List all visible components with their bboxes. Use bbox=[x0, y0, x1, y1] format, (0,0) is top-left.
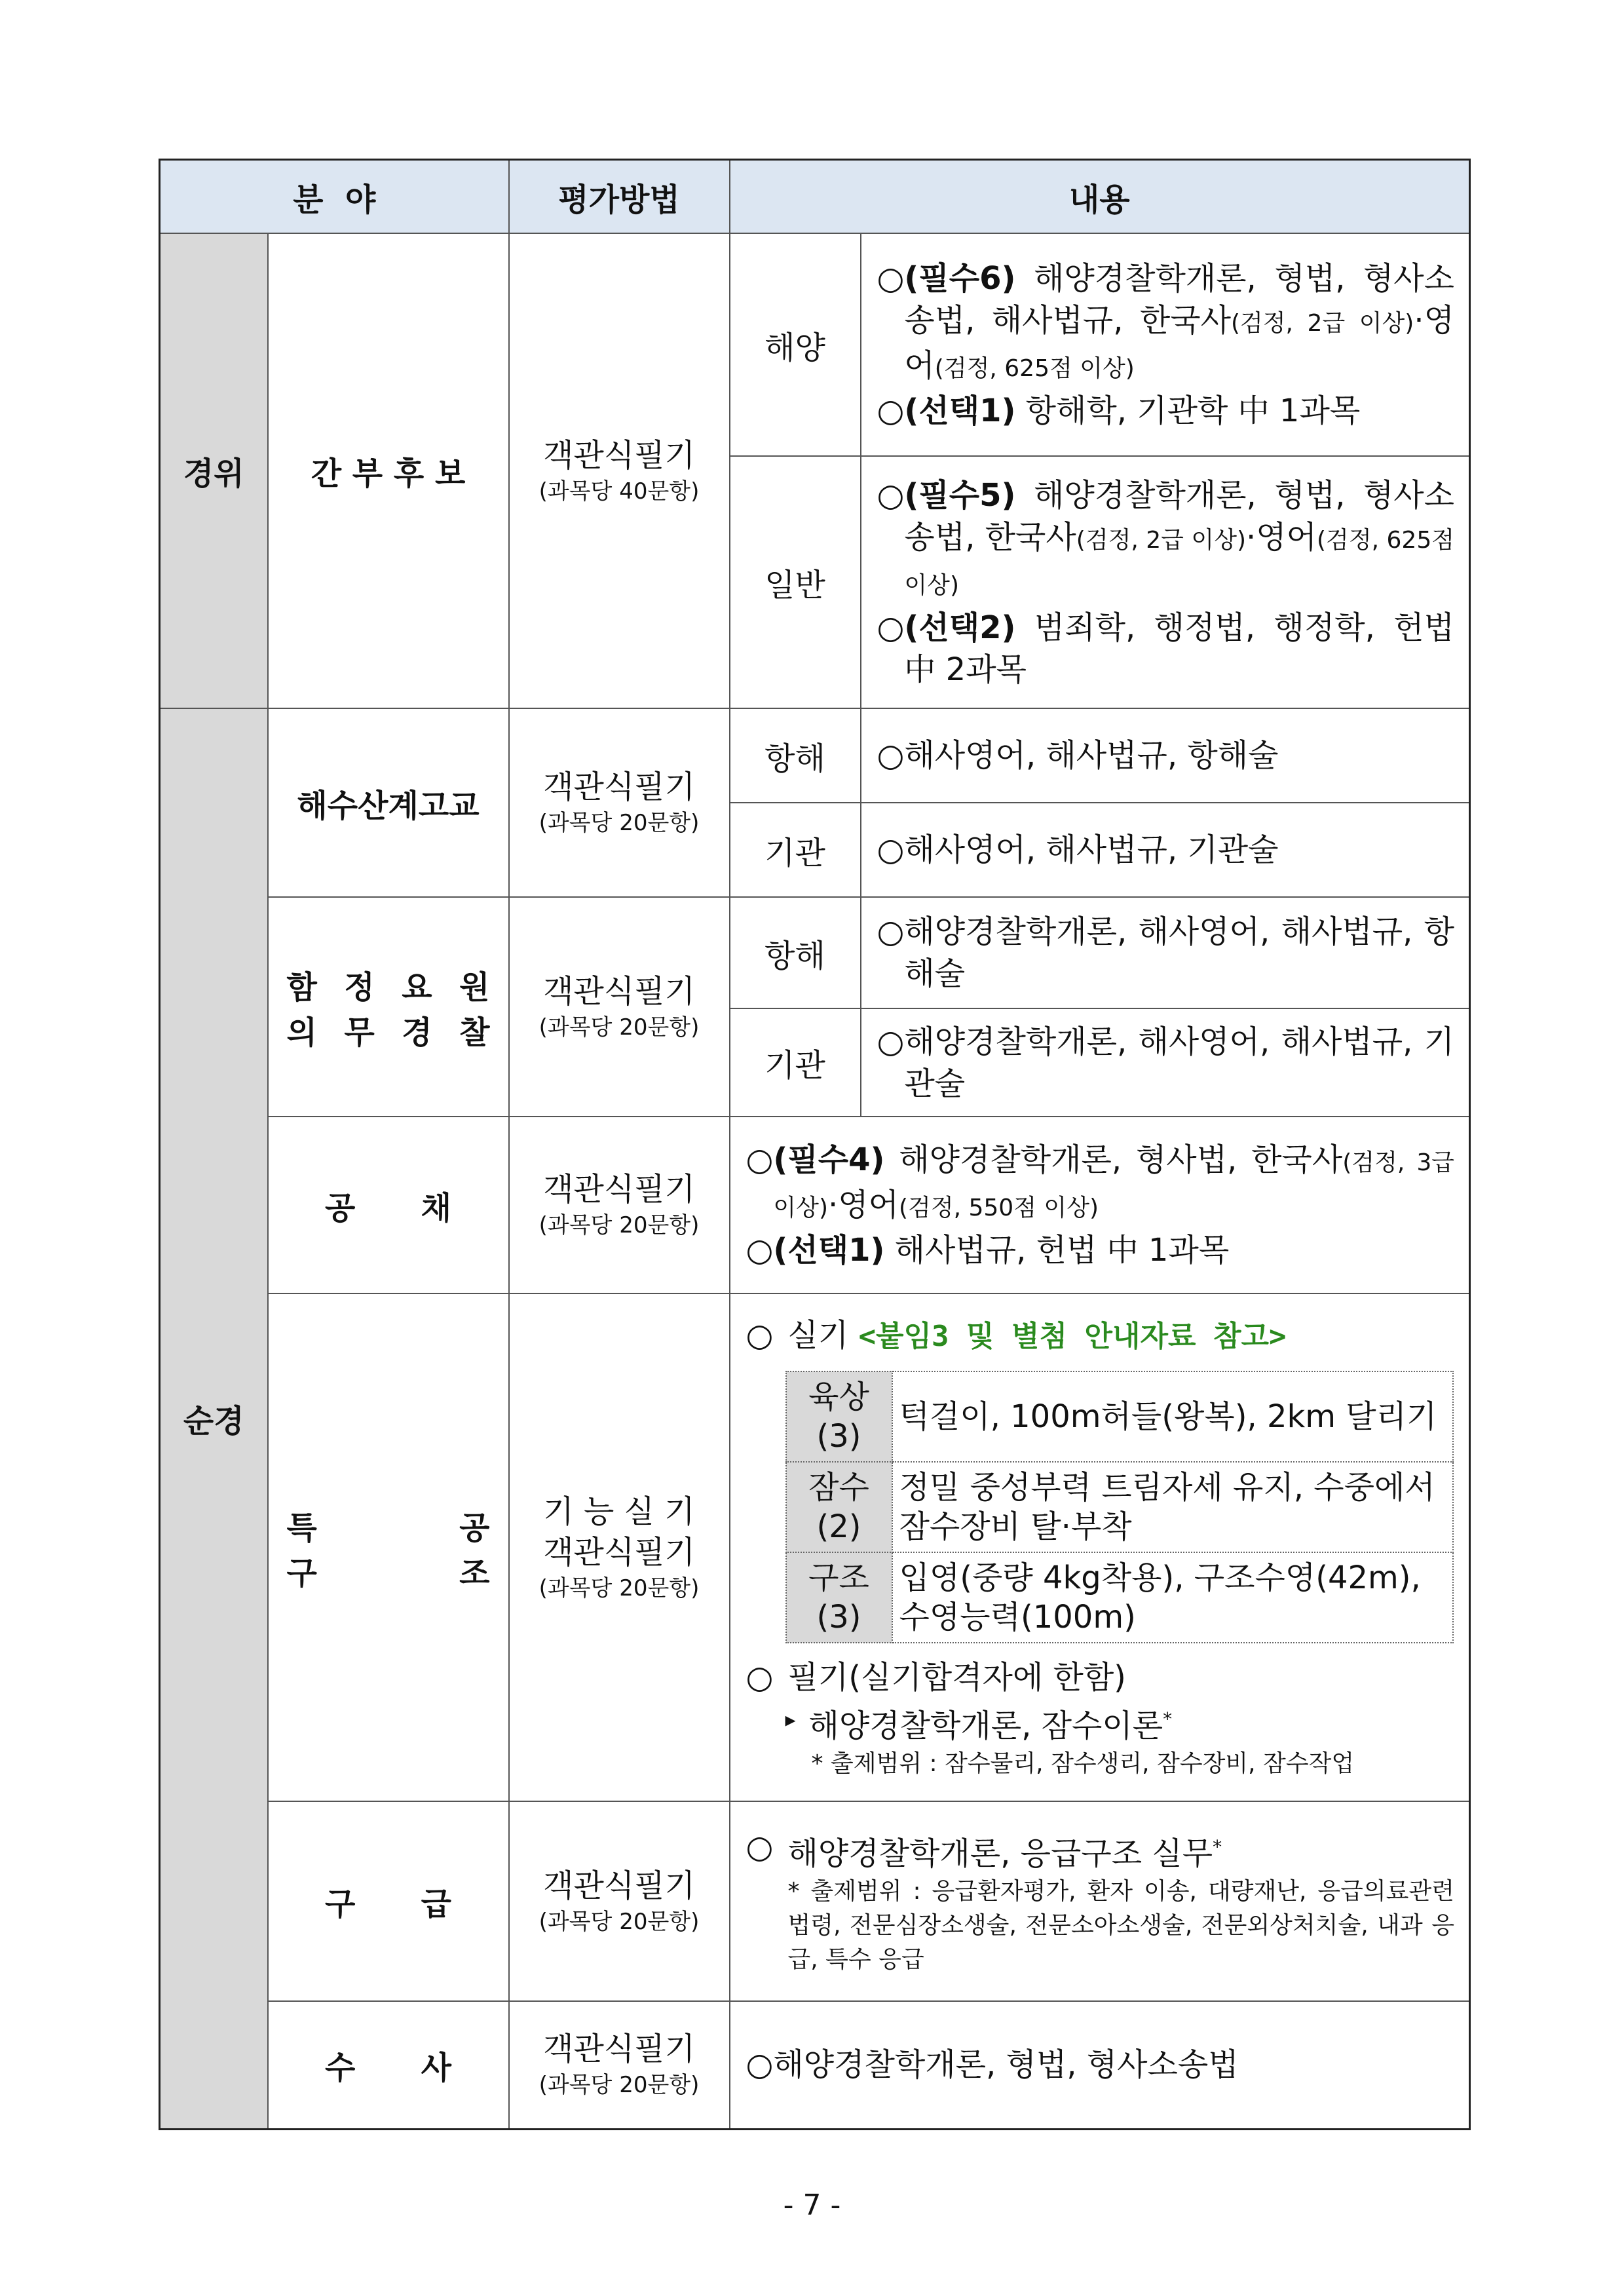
circle-bullet-icon: ○ bbox=[746, 1141, 774, 1178]
exam-subject-table-page bbox=[159, 159, 1469, 2130]
content-cell: ○ 해사영어, 해사법규, 항해술 bbox=[861, 708, 1470, 803]
method-cell: 객관식필기 (과목당 20문항) bbox=[509, 897, 730, 1117]
list-item: ▸ 해양경찰학개론, 잠수이론* bbox=[746, 1698, 1455, 1747]
subcategory-gongchae: 공 채 bbox=[268, 1117, 509, 1293]
category-sungyeong: 순경 bbox=[160, 708, 268, 2129]
track-label: 항해 bbox=[730, 708, 861, 803]
table-header-row bbox=[160, 160, 1470, 234]
circle-bullet-icon: ○ bbox=[746, 2046, 774, 2084]
table-row bbox=[160, 233, 1470, 456]
content-cell: ○ 해양경찰학개론, 해사영어, 해사법규, 기관술 bbox=[861, 1008, 1470, 1117]
circle-bullet-icon: ○ bbox=[877, 260, 905, 297]
track-label: 항해 bbox=[730, 897, 861, 1008]
content-cell bbox=[730, 1293, 1470, 1801]
method-cell: 객관식필기 (과목당 20문항) bbox=[509, 1117, 730, 1293]
exam-scope-note: * 출제범위 : 잠수물리, 잠수생리, 잠수장비, 잠수작업 bbox=[811, 1750, 1355, 1777]
method-sub: (과목당 40문항) bbox=[538, 478, 700, 505]
list-item: ○ (필수4) 해양경찰학개론, 형사법, 한국사(검정, 3급 이상)·영어(검정, 550점 이상) bbox=[746, 1139, 1455, 1229]
table-row bbox=[160, 1801, 1470, 2001]
content-cell: ○ 해사영어, 해사법규, 기관술 bbox=[861, 803, 1470, 897]
header-method: 평가방법 bbox=[509, 160, 730, 234]
table-row bbox=[160, 897, 1470, 1008]
circle-bullet-icon: ○ bbox=[877, 392, 905, 429]
track-label-ilban: 일반 bbox=[730, 456, 861, 708]
table-row: 구조(3) 입영(중량 4kg착용), 구조수영(42m), 수영능력(100m) bbox=[786, 1552, 1453, 1643]
method-cell bbox=[509, 233, 730, 708]
circle-bullet-icon: ○ bbox=[746, 1316, 774, 1354]
method-cell: 기 능 실 기 객관식필기 (과목당 20문항) bbox=[509, 1293, 730, 1801]
circle-bullet-icon: ○ bbox=[877, 832, 905, 868]
circle-bullet-icon: ○ bbox=[877, 476, 905, 514]
content-cell: ○ 해양경찰학개론, 해사영어, 해사법규, 항해술 bbox=[861, 897, 1470, 1008]
table-row bbox=[160, 2001, 1470, 2129]
subcategory-teukgong: 특 공 구 조 bbox=[268, 1293, 509, 1801]
table-row bbox=[160, 1293, 1470, 1801]
subcategory-gugeup: 구 급 bbox=[268, 1801, 509, 2001]
list-item: ○ 해양경찰학개론, 응급구조 실무* bbox=[746, 1826, 1455, 1875]
page-number: - 7 - bbox=[783, 2189, 841, 2222]
subcategory-ganbu: 간 부 후 보 bbox=[268, 233, 509, 708]
method-cell: 객관식필기 (과목당 20문항) bbox=[509, 1801, 730, 2001]
content-cell bbox=[730, 1117, 1470, 1293]
list-item: ○ 실기 <붙임3 및 별첨 안내자료 참고> bbox=[746, 1314, 1455, 1358]
exam-scope-note: * 출제범위 : 응급환자평가, 환자 이송, 대량재난, 응급의료관련 법령, 전문심장소생술, 전문소아소생술, 전문외상처치술, 내과 응급, 특수 응급 bbox=[787, 1877, 1455, 1973]
track-label: 기관 bbox=[730, 1008, 861, 1117]
star-icon: * bbox=[1213, 1835, 1222, 1858]
star-icon: * bbox=[1163, 1708, 1173, 1730]
list-item: ○ (선택1) 항해학, 기관학 中 1과목 bbox=[877, 390, 1455, 432]
table-row: 잠수(2) 정밀 중성부력 트림자세 유지, 수중에서 잠수장비 탈·부착 bbox=[786, 1462, 1453, 1552]
method-cell: 객관식필기 (과목당 20문항) bbox=[509, 708, 730, 897]
list-item: ○ (선택1) 해사법규, 헌법 中 1과목 bbox=[746, 1229, 1455, 1271]
table-row bbox=[160, 1117, 1470, 1293]
subcategory-haesu: 해수산계고교 bbox=[268, 708, 509, 897]
triangle-bullet-icon: ▸ bbox=[785, 1706, 796, 1732]
header-content: 내용 bbox=[730, 160, 1470, 234]
exam-subject-table bbox=[159, 159, 1471, 2130]
circle-bullet-icon: ○ bbox=[746, 1232, 774, 1269]
list-item: ○ (선택2) 범죄학, 행정법, 행정학, 헌법 中 2과목 bbox=[877, 607, 1455, 691]
subcategory-susa: 수 사 bbox=[268, 2001, 509, 2129]
subcategory-hamjeong: 함 정 요 원 의 무 경 찰 bbox=[268, 897, 509, 1117]
table-row: 육상(3) 턱걸이, 100m허들(왕복), 2km 달리기 bbox=[786, 1371, 1453, 1462]
list-item: ○ (필수5) 해양경찰학개론, 형법, 형사소송법, 한국사(검정, 2급 이상)·영어(검정, 625점 이상) bbox=[877, 474, 1455, 607]
track-label-haeyang: 해양 bbox=[730, 233, 861, 456]
list-item: ○ (필수6) 해양경찰학개론, 형법, 형사소송법, 해사법규, 한국사(검정, 2급 이상)·영어(검정, 625점 이상) bbox=[877, 258, 1455, 390]
content-ilban bbox=[861, 456, 1470, 708]
method-main: 객관식필기 bbox=[543, 436, 695, 474]
header-field: 분 야 bbox=[160, 160, 509, 234]
circle-bullet-icon: ○ bbox=[877, 1023, 905, 1060]
circle-bullet-icon: ○ bbox=[746, 1828, 774, 1866]
circle-bullet-icon: ○ bbox=[877, 913, 905, 950]
list-item: ○ 필기(실기합격자에 한함) bbox=[746, 1656, 1455, 1698]
content-cell: ○ 해양경찰학개론, 형법, 형사소송법 bbox=[730, 2001, 1470, 2129]
track-label: 기관 bbox=[730, 803, 861, 897]
method-cell: 객관식필기 (과목당 20문항) bbox=[509, 2001, 730, 2129]
content-haeyang bbox=[861, 233, 1470, 456]
category-gyeongwi: 경위 bbox=[160, 233, 268, 708]
practical-test-table bbox=[785, 1371, 1454, 1643]
circle-bullet-icon: ○ bbox=[746, 1658, 774, 1696]
circle-bullet-icon: ○ bbox=[877, 737, 905, 774]
circle-bullet-icon: ○ bbox=[877, 609, 905, 646]
table-row bbox=[160, 708, 1470, 803]
content-cell bbox=[730, 1801, 1470, 2001]
